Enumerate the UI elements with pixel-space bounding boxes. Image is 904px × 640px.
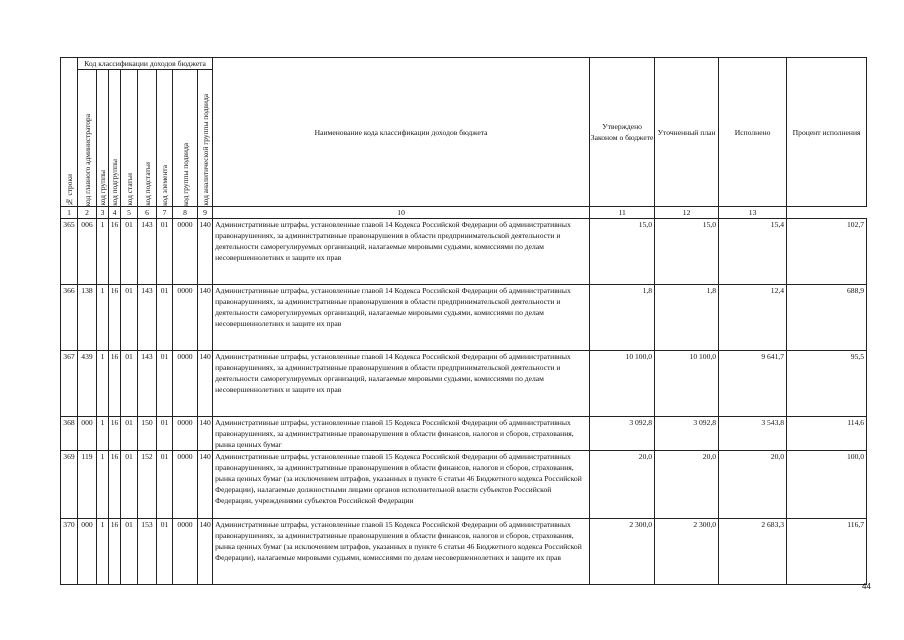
column-number: 8 [173,207,198,219]
header-code-group: Код классификации доходов бюджета [78,58,213,70]
code-cell: 119 [78,451,97,519]
code-cell: 01 [157,417,173,451]
code-cell: 0000 [173,519,198,585]
table-row [61,451,867,519]
column-number: 10 [213,207,590,219]
table-row [61,285,867,351]
code-cell: 143 [138,219,157,285]
code-cell: 140 [198,285,213,351]
code-cell: 152 [138,451,157,519]
table-row [61,417,867,451]
code-cell: 01 [157,519,173,585]
column-number: 11 [590,207,655,219]
plan-value: 10 100,0 [655,351,719,417]
header-name: Наименование кода классификации доходов бюджета [213,58,590,207]
code-cell: 006 [78,219,97,285]
header-approved: Утверждено Законом о бюджете [590,58,655,207]
code-cell: 16 [109,417,121,451]
approved-value: 1,8 [590,285,655,351]
code-cell: 138 [78,285,97,351]
percent-value: 114,6 [787,417,867,451]
page-number: 44 [862,582,871,591]
row-number: 370 [61,519,78,585]
code-cell: 01 [121,519,138,585]
row-name: Административные штрафы, установленные главой 14 Кодекса Российской Федерации об административных правонарушениях, за административные правонарушения в области предпринимательской деятельности и деятельности саморегулируемых организаций, налагаемые мировыми судьями, комиссиями по делам несовершеннолетних и защите их прав [213,219,590,285]
code-cell: 1 [97,219,109,285]
code-cell: 150 [138,417,157,451]
table-row [61,351,867,417]
executed-value: 3 543,8 [719,417,787,451]
code-cell: 01 [157,285,173,351]
code-cell: 140 [198,519,213,585]
code-cell: 439 [78,351,97,417]
code-cell: 1 [97,285,109,351]
header-code-col: код группы подвида [173,70,198,207]
column-number: 4 [109,207,121,219]
row-number: 366 [61,285,78,351]
percent-value: 102,7 [787,219,867,285]
header-code-col: код главного администратора [78,70,97,207]
code-cell: 0000 [173,285,198,351]
header-code-col: код группы [97,70,109,207]
column-number: 12 [655,207,719,219]
code-cell: 143 [138,285,157,351]
code-cell: 0000 [173,417,198,451]
code-cell: 140 [198,219,213,285]
executed-value: 20,0 [719,451,787,519]
code-cell: 1 [97,351,109,417]
header-percent: Процент исполнения [787,58,867,207]
column-number: 2 [78,207,97,219]
percent-value: 95,5 [787,351,867,417]
approved-value: 15,0 [590,219,655,285]
column-number: 7 [157,207,173,219]
code-cell: 1 [97,451,109,519]
column-number: 5 [121,207,138,219]
approved-value: 3 092,8 [590,417,655,451]
row-number: 367 [61,351,78,417]
executed-value: 2 683,3 [719,519,787,585]
code-cell: 16 [109,285,121,351]
code-cell: 140 [198,417,213,451]
header-row-no: № строки [61,58,78,207]
column-number: 1 [61,207,78,219]
code-cell: 1 [97,417,109,451]
executed-value: 9 641,7 [719,351,787,417]
executed-value: 15,4 [719,219,787,285]
header-code-col: код подстатьи [138,70,157,207]
percent-value: 100,0 [787,451,867,519]
header-code-col: код элемента [157,70,173,207]
header-executed: Исполнено [719,58,787,207]
code-cell: 0000 [173,451,198,519]
plan-value: 15,0 [655,219,719,285]
code-cell: 16 [109,351,121,417]
code-cell: 01 [121,219,138,285]
row-name: Административные штрафы, установленные главой 15 Кодекса Российской Федерации об административных правонарушениях, за административные правонарушения в области финансов, налогов и сборов, страхования, рынка ценных бумаг (за исключением штрафов, указанных в пункте 6 статьи 46 Бюджетного кодекса Российской Федерации), налагаемые мировыми судьями, комиссиями по делам несовершеннолетних и защите их прав [213,519,590,585]
header-code-col: код статьи [121,70,138,207]
row-number: 369 [61,451,78,519]
header-code-col: код подгруппы [109,70,121,207]
code-cell: 01 [157,351,173,417]
row-number: 365 [61,219,78,285]
code-cell: 153 [138,519,157,585]
row-number: 368 [61,417,78,451]
row-name: Административные штрафы, установленные главой 14 Кодекса Российской Федерации об административных правонарушениях, за административные правонарушения в области предпринимательской деятельности и деятельности саморегулируемых организаций, налагаемые мировыми судьями, комиссиями по делам несовершеннолетних и защите их прав [213,285,590,351]
code-cell: 000 [78,519,97,585]
plan-value: 20,0 [655,451,719,519]
code-cell: 1 [97,519,109,585]
code-cell: 0000 [173,219,198,285]
header-plan: Уточненный план [655,58,719,207]
row-name: Административные штрафы, установленные главой 15 Кодекса Российской Федерации об административных правонарушениях, за административные правонарушения в области финансов, налогов и сборов, страхования, рынка ценных бумаг [213,417,590,451]
header-code-col: код аналитической группы подвида [198,70,213,207]
code-cell: 01 [157,219,173,285]
executed-value: 12,4 [719,285,787,351]
code-cell: 16 [109,451,121,519]
code-cell: 16 [109,219,121,285]
approved-value: 10 100,0 [590,351,655,417]
percent-value: 116,7 [787,519,867,585]
percent-value: 688,9 [787,285,867,351]
plan-value: 3 092,8 [655,417,719,451]
code-cell: 01 [121,417,138,451]
column-number: 13 [719,207,787,219]
code-cell: 01 [121,351,138,417]
plan-value: 1,8 [655,285,719,351]
code-cell: 01 [121,285,138,351]
code-cell: 140 [198,351,213,417]
code-cell: 143 [138,351,157,417]
approved-value: 20,0 [590,451,655,519]
plan-value: 2 300,0 [655,519,719,585]
row-name: Административные штрафы, установленные главой 14 Кодекса Российской Федерации об административных правонарушениях, за административные правонарушения в области предпринимательской деятельности и деятельности саморегулируемых организаций, налагаемые мировыми судьями, комиссиями по делам несовершеннолетних и защите их прав [213,351,590,417]
code-cell: 140 [198,451,213,519]
column-number: 3 [97,207,109,219]
approved-value: 2 300,0 [590,519,655,585]
column-number: 6 [138,207,157,219]
code-cell: 01 [157,451,173,519]
table-row [61,519,867,585]
code-cell: 16 [109,519,121,585]
code-cell: 000 [78,417,97,451]
row-name: Административные штрафы, установленные главой 15 Кодекса Российской Федерации об административных правонарушениях, за административные правонарушения в области финансов, налогов и сборов, страхования, рынка ценных бумаг (за исключением штрафов, указанных в пункте 6 статьи 46 Бюджетного кодекса Российской Федерации), налагаемые должностными лицами органов исполнительной власти субъектов Российской Федерации, учреждениями субъектов Российской Федерации [213,451,590,519]
code-cell: 0000 [173,351,198,417]
budget-table [60,57,867,585]
table-row [61,219,867,285]
column-number: 9 [198,207,213,219]
code-cell: 01 [121,451,138,519]
